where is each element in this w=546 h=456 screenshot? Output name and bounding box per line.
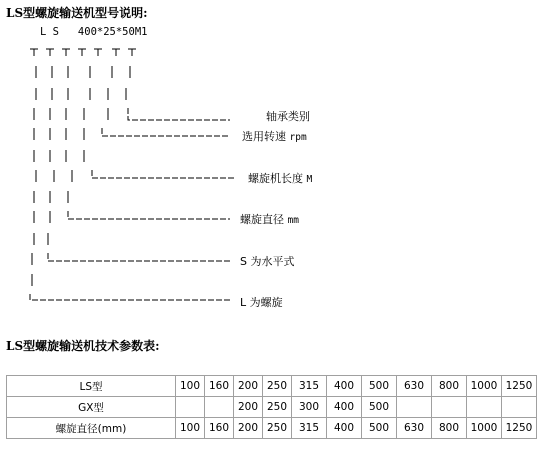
row-label: LS型 [7,376,176,397]
table-cell: 400 [327,397,362,418]
table-cell: 500 [362,418,397,439]
table-cell [432,397,467,418]
table-cell: 400 [327,418,362,439]
spec-table-title: LS型螺旋输送机技术参数表: [6,339,160,353]
table-cell: 315 [292,376,327,397]
table-cell: 250 [263,418,292,439]
table-cell: 1250 [502,418,537,439]
table-cell: 200 [234,397,263,418]
table-cell: 300 [292,397,327,418]
table-cell: 100 [176,418,205,439]
row-label: 螺旋直径(mm) [7,418,176,439]
table-row [7,376,537,397]
table-cell: 1250 [502,376,537,397]
table-cell [205,397,234,418]
spec-table [6,375,537,439]
table-row [7,397,537,418]
table-cell [397,397,432,418]
table-cell: 100 [176,376,205,397]
table-cell: 1000 [467,376,502,397]
table-cell: 160 [205,376,234,397]
table-cell: 500 [362,376,397,397]
table-cell: 800 [432,376,467,397]
table-cell: 1000 [467,418,502,439]
model-explanation-title: LS型螺旋输送机型号说明: [6,6,148,20]
row-label: GX型 [7,397,176,418]
table-cell: 315 [292,418,327,439]
legend-diameter: 螺旋直径 mm [240,213,299,226]
legend-length: 螺旋机长度 M [248,172,313,185]
table-cell [176,397,205,418]
table-cell: 500 [362,397,397,418]
legend-speed: 选用转速 rpm [242,130,307,143]
model-code: L S 400*25*50M1 [40,26,148,38]
table-cell [467,397,502,418]
legend-horizontal: S 为水平式 [240,255,295,268]
legend-screw: L 为螺旋 [240,296,283,309]
table-row [7,418,537,439]
table-cell: 200 [234,418,263,439]
legend-bearing-type: 轴承类别 [266,110,310,123]
table-cell: 250 [263,397,292,418]
table-cell: 160 [205,418,234,439]
table-cell: 800 [432,418,467,439]
table-cell: 250 [263,376,292,397]
table-cell [502,397,537,418]
table-cell: 200 [234,376,263,397]
table-cell: 630 [397,418,432,439]
table-cell: 400 [327,376,362,397]
table-cell: 630 [397,376,432,397]
